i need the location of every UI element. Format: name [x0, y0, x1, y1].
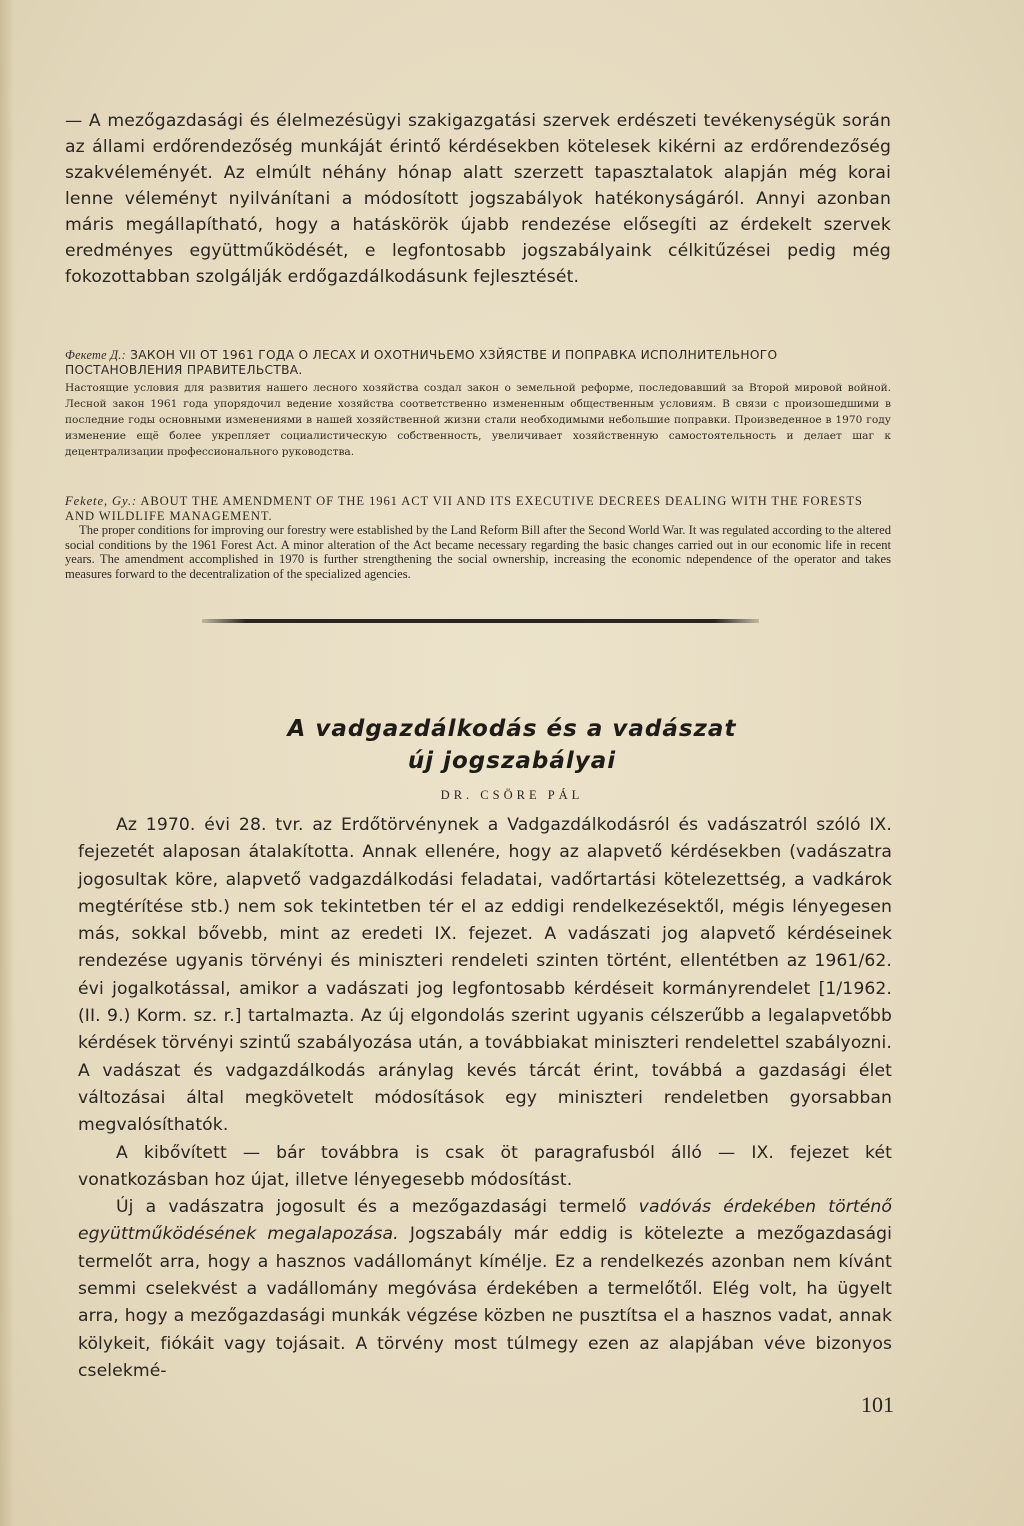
article-paragraph-1: Az 1970. évi 28. tvr. az Erdőtörvénynek a Vadgazdálkodásról és vadászatról szóló IX. fejezetét alaposan átalakította. Annak ellenére, hogy az alapvető kérdésekben (vadászatra jogosultak köre, alapvető vadgazdálkodási feladatai, vadőrtartási kötelezettség, a vadkárok megtérítése stb.) nem sok tekintetben tér el az eddigi rendelkezésektől, mégis lényegesen más, sokkal bővebb, mint az eredeti IX. fejezet. A vadászati jog alapvető kérdéseinek rendezése ugyanis törvényi és miniszteri rendeleti szinten történt, ellentétben az 1961/62. évi jogalkotással, amikor a vadászati jog legfontosabb kérdéseit kormányrendelet [1/1962. (II. 9.) Korm. sz. r.] tartalmazta. Az új elgondolás szerint ugyanis célszerűbb a legalapvetőbb kérdések törvényi szintű szabályozása után, a továbbiakat miniszteri rendelettel szabályozni. A vadászat és vadgazdálkodás aránylag kevés tárcát érint, továbbá a gazdasági élet változásai által megkövetelt módosítások egy miniszteri rendeletben gyorsabban megvalósíthatók. — [78, 815, 892, 1136]
article-body — [78, 812, 892, 1385]
article-paragraph-3-emphasis: vadóvás érdekében történő együttműködésének megalapozása. — [78, 1197, 892, 1245]
intro-paragraph: — A mezőgazdasági és élelmezésügyi szakigazgatási szervek erdészeti tevékenységük során az állami erdőrendezőség munkáját érintő kérdésekben kötelesek kikérni az erdőrendezőség szakvéleményét. Az elmúlt néhány hónap alatt szerzett tapasztalatok alapján még korai lenne véleményt nyilvánítani a módosított jogszabályok hatékonyságáról. Annyi azonban máris megállapítható, hogy a hatáskörök újabb rendezése elősegíti az érdekelt szervek eredményes együttműködését, e legfontosabb jogszabályaink célkitűzései pedig még fokozottabban szolgálják erdőgazdálkodásunk fejlesztését. — [65, 111, 891, 287]
article-title-line-1: A vadgazdálkodás és a vadászat — [287, 716, 737, 742]
article-title-line-2: új jogszabályai — [407, 748, 617, 774]
page-number: 101 — [861, 1392, 894, 1417]
section-divider — [202, 619, 759, 623]
intro-section — [65, 108, 891, 290]
russian-summary-author: Фекете Д.: — [65, 348, 126, 362]
english-summary-body: The proper conditions for improving our forestry were established by the Land Reform Bill after the Second World War. It was regulated according to the altered social conditions by the 1961 Forest Act. A minor alteration of the Act became necessary regarding the basic changes carried out in our economic life in recent years. The amendment accomplished in 1970 is further strengthening the social ownership, increasing the economic ndependence of the operator and takes measures forward to the decentralization of the specialized agencies. — [65, 523, 891, 581]
english-summary-author: Fekete, Gy.: — [65, 494, 137, 508]
article-paragraph-3 — [78, 1194, 892, 1385]
article-paragraph-2: A kibővített — bár továbbra is csak öt paragrafusból álló — IX. fejezet két vonatkozásban hoz újat, illetve lényegesebb módosítást. — [78, 1142, 892, 1190]
article-paragraph-3-start: Új a vadászatra jogosult és a mezőgazdasági termelő — [116, 1197, 639, 1218]
russian-summary-heading — [65, 348, 891, 378]
english-summary-heading — [65, 494, 891, 523]
article-author: DR. CSÖRE PÁL — [440, 788, 584, 802]
russian-summary-title: ЗАКОН VII ОТ 1961 ГОДА О ЛЕСАХ И ОХОТНИЧЬЕМО ХЗЙЯСТВЕ И ПОПРАВКА ИСПОЛНИТЕЛЬНОГО ПОСТАНОВЛЕНИЯ ПРАВИТЕЛЬСТВА. — [65, 348, 778, 377]
english-summary — [65, 494, 891, 581]
article-paragraph-3-end: Jogszabály már eddig is kötelezte a mezőgazdasági termelőt arra, hogy a hasznos vadállományt kímélje. Ez a rendelkezés azonban nem kívánt semmi cselekvést a vadállomány megóvása érdekében a termelőtől. Elég volt, ha ügyelt arra, hogy a mezőgazdasági munkák végzése közben ne pusztítsa el a hasznos vadat, annak kölykeit, fiókáit vagy tojásait. A törvény most túlmegy ezen az alapjában véve bizonyos cselekmé- — [78, 1224, 892, 1381]
russian-summary-body: Настоящие условия для развития нашего лесного хозяйства создал закон о земельной реформе, последовавший за Второй мировой войной. Лесной закон 1961 года упорядочил ведение хозяйства соответственно измененным общественным условиям. В связи с произошедшими в последние годы основными изменениями в нашей хозяйственной жизни стали необходимыми небольшие поправки. Произведенное в 1970 году изменение ещё более укрепляет социалистическую собственность, увеличивает хозяйственную самостоятельность и делает шаг к децентрализации профессионального руководства. — [65, 382, 891, 458]
english-summary-title: ABOUT THE AMENDMENT OF THE 1961 ACT VII AND ITS EXECUTIVE DECREES DEALING WITH THE FORESTS AND WILDLIFE MANAGEMENT. — [65, 494, 863, 523]
russian-summary — [65, 348, 891, 460]
